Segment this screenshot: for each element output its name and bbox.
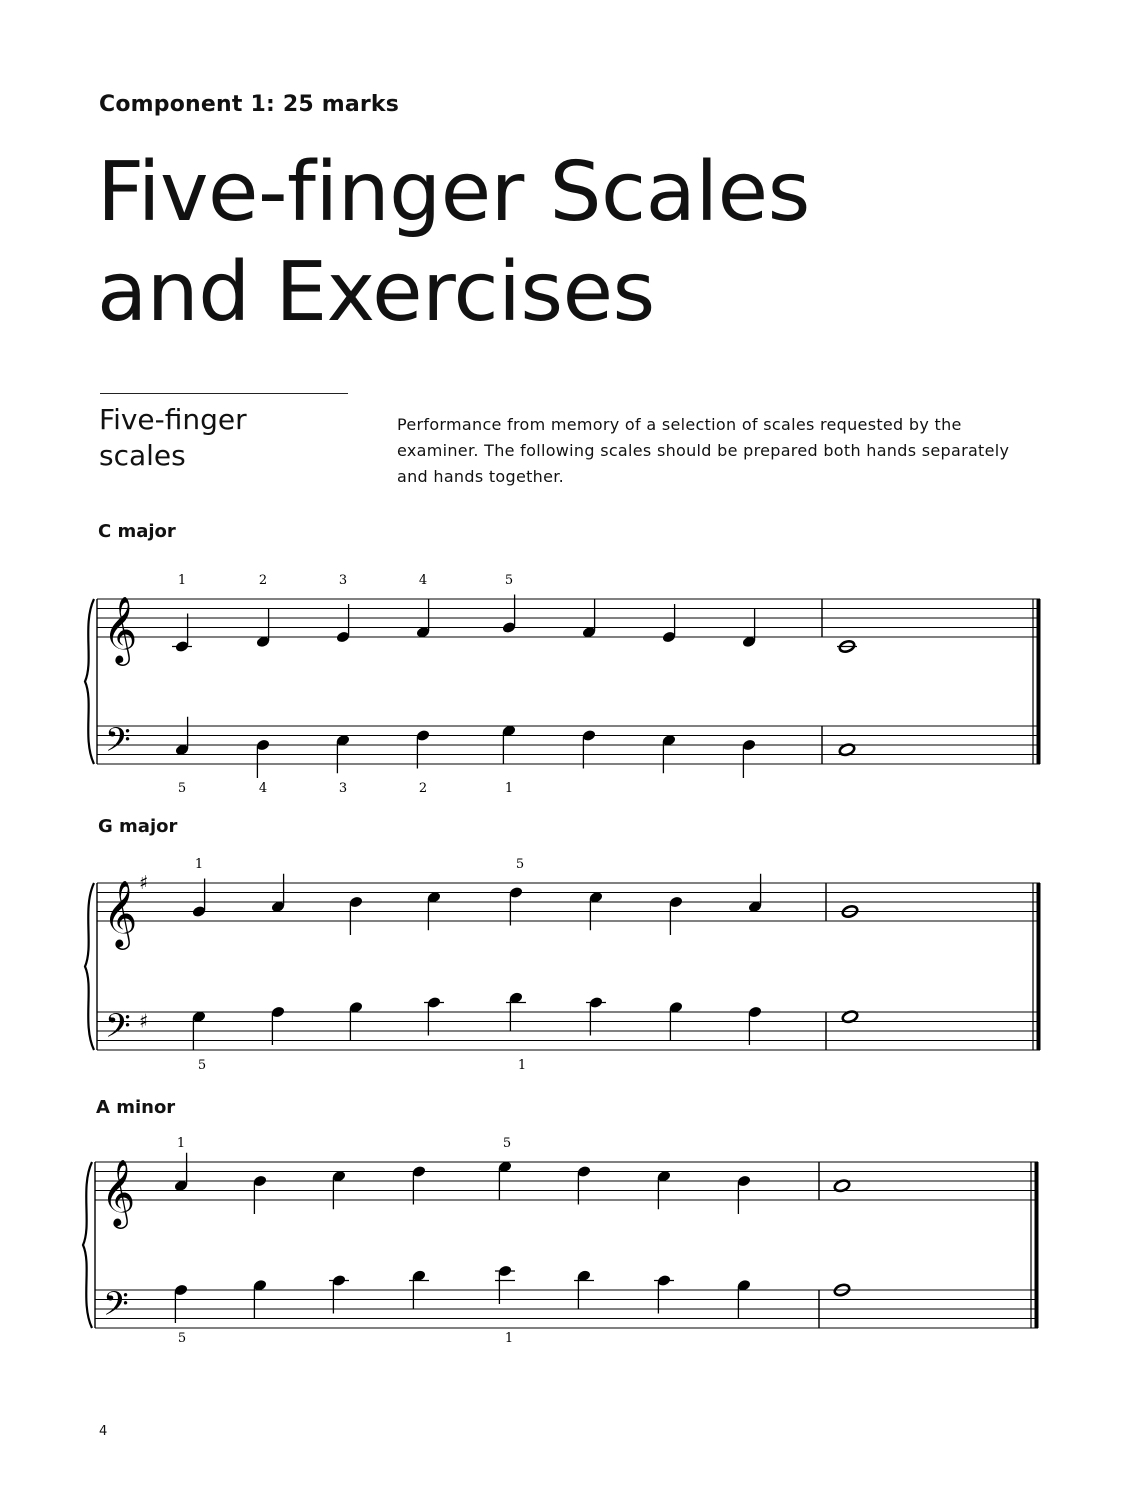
intro-line-3: and hands together. (397, 467, 565, 486)
treble-clef-icon: 𝄞 (103, 595, 138, 663)
subheading-line-1: Five-finger (99, 403, 247, 436)
sharp-icon: ♯ (139, 872, 149, 894)
bass-clef-icon: 𝄢 (105, 1007, 131, 1054)
fingering-number: 5 (502, 1136, 512, 1151)
intro-line-2: examiner. The following scales should be prepared both hands separately (397, 441, 1010, 460)
fingering-number: 5 (504, 573, 514, 588)
fingering-number: 2 (258, 573, 268, 588)
component-heading: Component 1: 25 marks (99, 92, 400, 117)
system-brace (83, 1162, 92, 1328)
fingering-number: 2 (418, 781, 428, 796)
fingering-number: 5 (197, 1058, 207, 1073)
scale-label: G major (98, 816, 178, 837)
fingering-number: 3 (338, 573, 348, 588)
fingering-number: 1 (504, 1331, 514, 1346)
intro-line-1: Performance from memory of a selection of scales requested by the (397, 415, 962, 434)
fingering-number: 1 (517, 1058, 527, 1073)
sharp-icon: ♯ (139, 1010, 149, 1033)
fingering-number: 5 (177, 781, 187, 796)
scale-label: C major (98, 521, 176, 542)
page-title-line-2: and Exercises (97, 245, 655, 340)
system-brace (85, 599, 94, 764)
fingering-number: 1 (176, 1136, 186, 1151)
bass-clef-icon: 𝄢 (103, 1285, 129, 1332)
fingering-number: 1 (194, 857, 204, 872)
fingering-number: 1 (177, 573, 187, 588)
page-number: 4 (99, 1424, 108, 1439)
page-title-line-1: Five-finger Scales (97, 145, 810, 240)
fingering-number: 5 (515, 857, 525, 872)
fingering-number: 3 (338, 781, 348, 796)
scale-label: A minor (96, 1097, 176, 1118)
fingering-number: 1 (504, 781, 514, 796)
treble-clef-icon: 𝄞 (103, 879, 138, 947)
fingering-number: 5 (177, 1331, 187, 1346)
fingering-number: 4 (418, 573, 428, 588)
fingering-number: 4 (258, 781, 268, 796)
bass-clef-icon: 𝄢 (105, 721, 131, 768)
system-brace (85, 883, 94, 1050)
subheading-line-2: scales (99, 439, 186, 472)
treble-clef-icon: 𝄞 (101, 1158, 136, 1226)
